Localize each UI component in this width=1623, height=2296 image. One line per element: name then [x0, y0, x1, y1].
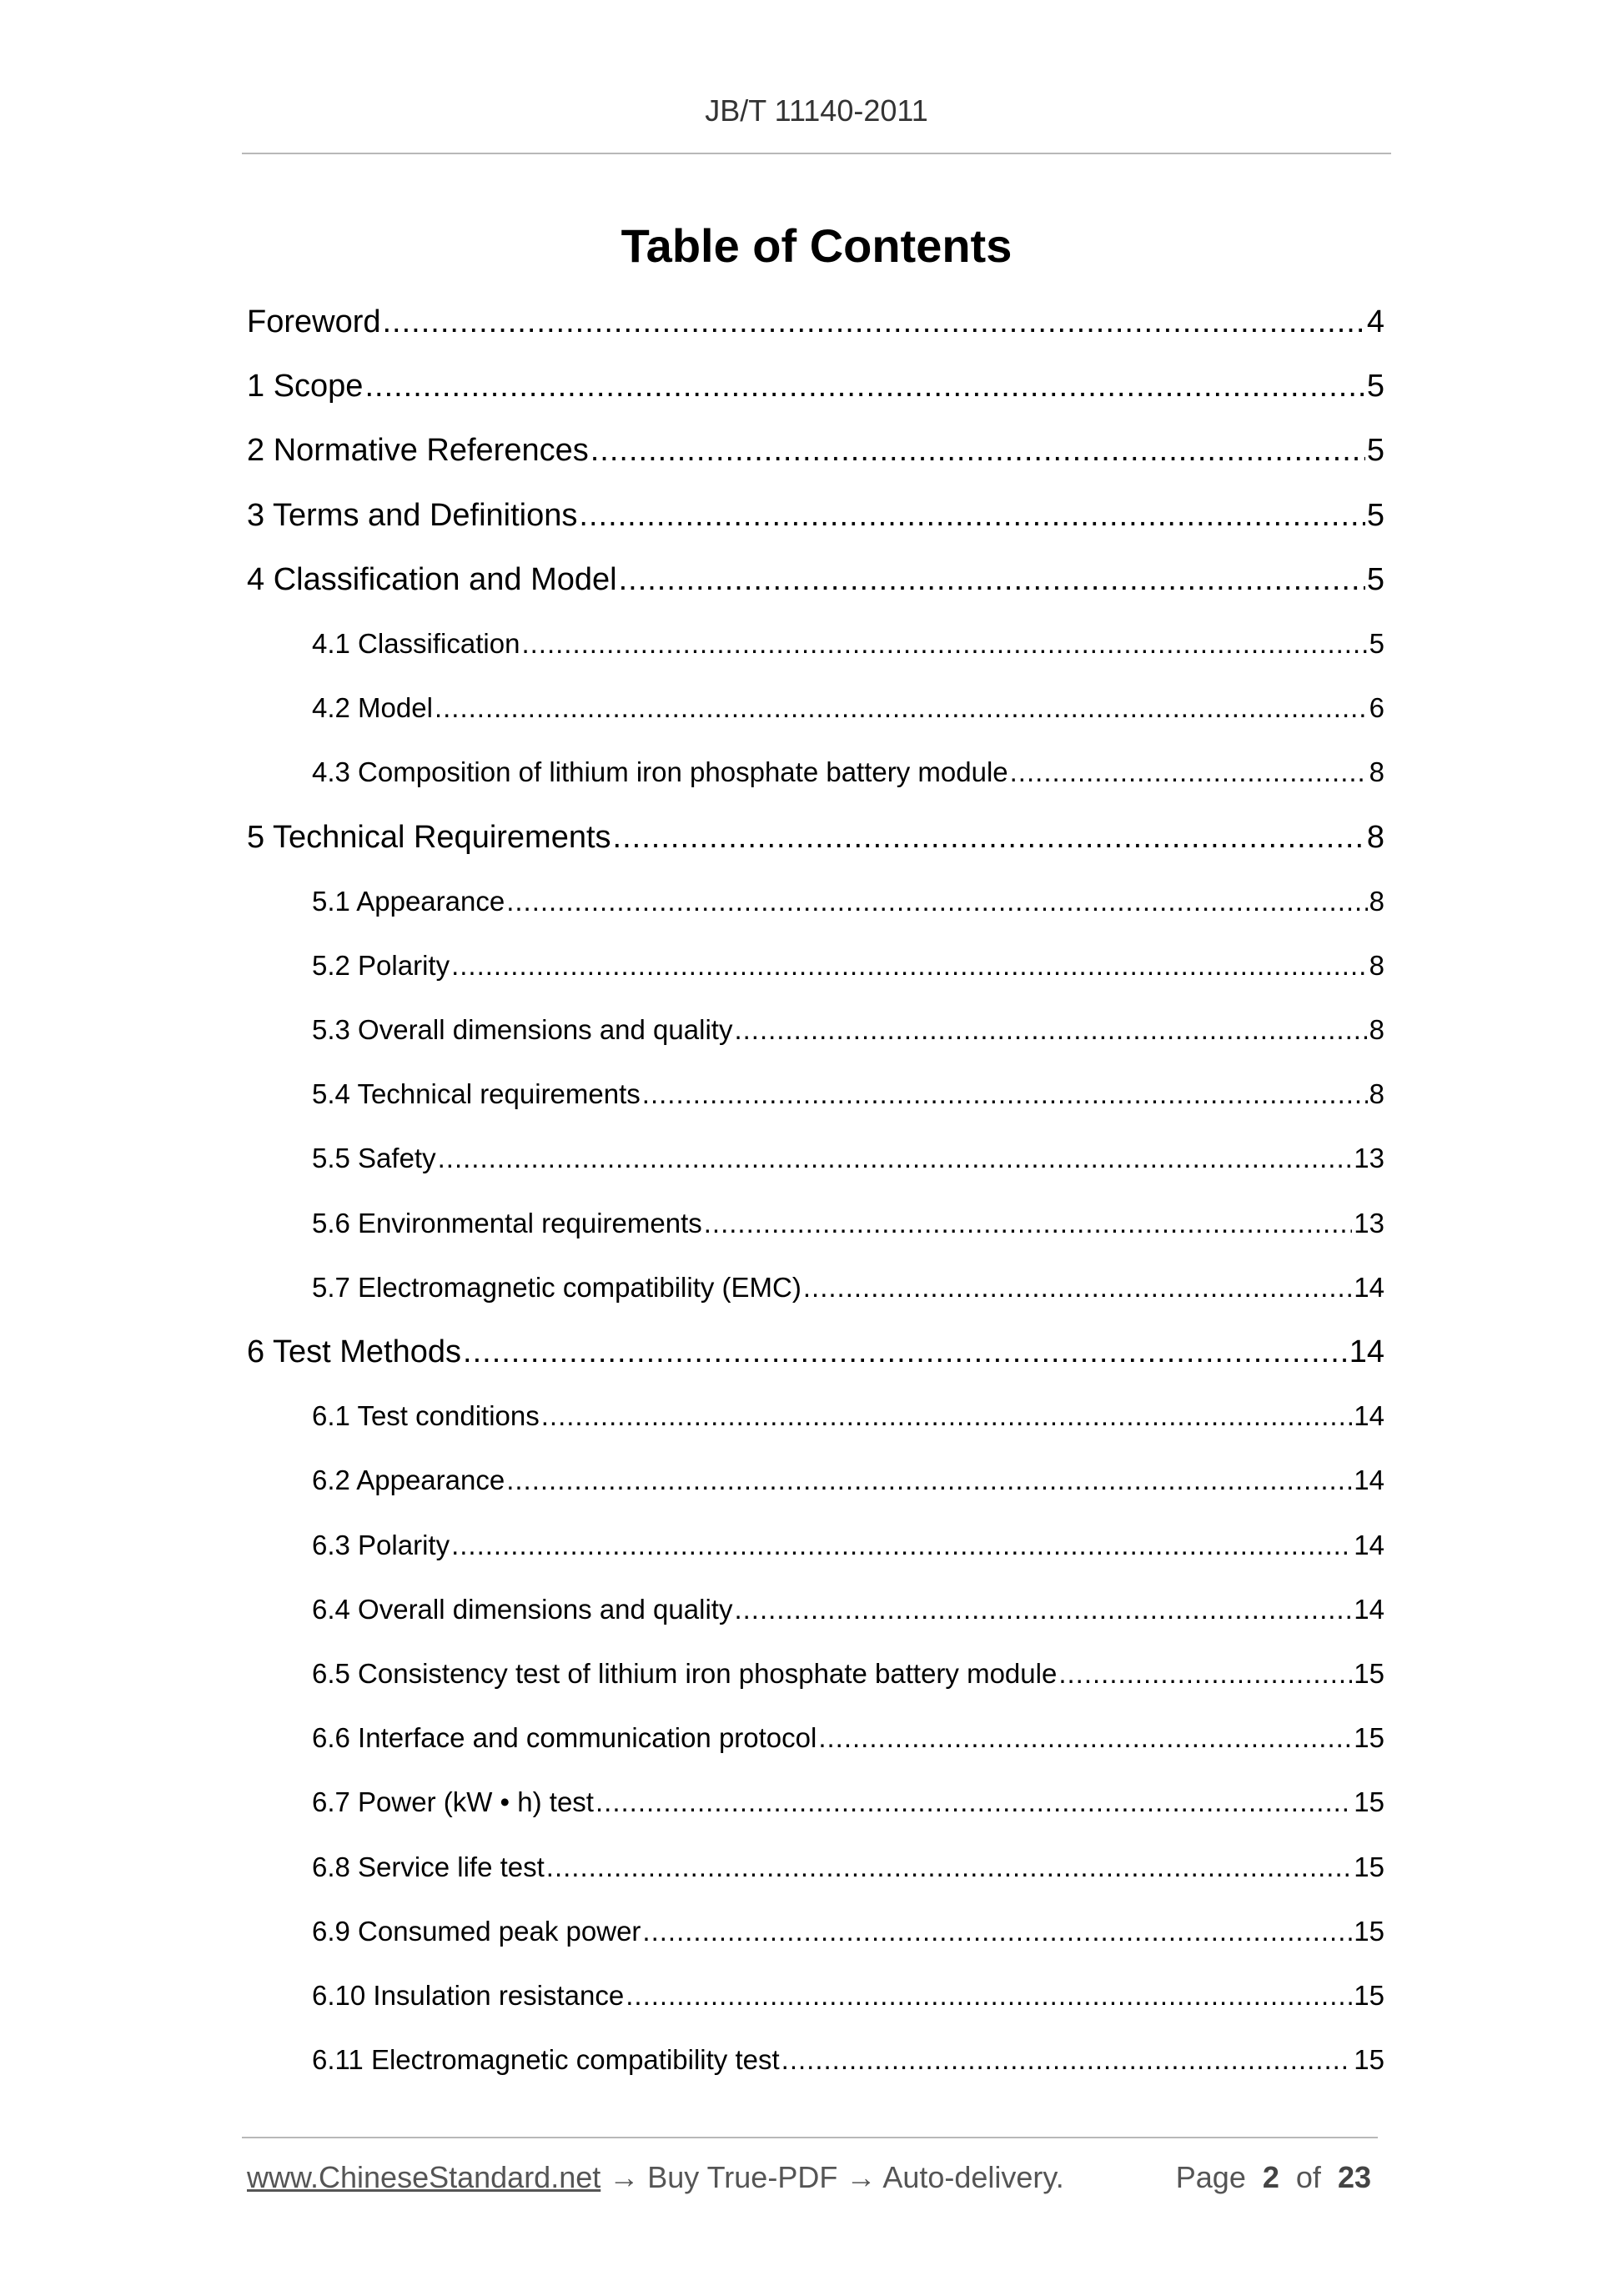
toc-entry-title: 5.2 Polarity — [312, 949, 450, 981]
toc-entry[interactable] — [247, 620, 1384, 685]
toc-dot-leader — [619, 556, 1365, 603]
toc-entry-page-number: 14 — [1354, 1593, 1384, 1625]
toc-entry-title: 6 Test Methods — [247, 1334, 462, 1369]
toc-entry-page-number: 15 — [1354, 1786, 1384, 1818]
toc-entry-title: 5 Technical Requirements — [247, 819, 611, 855]
toc-entry[interactable] — [247, 1522, 1384, 1586]
toc-dot-leader — [541, 1393, 1353, 1439]
toc-entry-title: 5.6 Environmental requirements — [312, 1207, 702, 1238]
toc-entry[interactable] — [247, 1200, 1384, 1264]
page-label: Page — [1175, 2160, 1246, 2194]
toc-entry-page-number: 8 — [1369, 949, 1384, 981]
toc-dot-leader — [1058, 1650, 1352, 1697]
toc-dot-leader — [781, 2037, 1353, 2083]
toc-dot-leader — [803, 1264, 1352, 1311]
toc-dot-leader — [595, 1779, 1352, 1826]
toc-dot-leader — [613, 814, 1365, 861]
toc-dot-leader — [642, 1071, 1368, 1118]
toc-entry-page-number: 5 — [1369, 627, 1384, 659]
toc-entry-page-number: 15 — [1354, 1657, 1384, 1689]
toc-entry-title: 6.6 Interface and communication protocol — [312, 1722, 817, 1754]
toc-entry-title: 5.4 Technical requirements — [312, 1078, 641, 1110]
page-of-label: of — [1295, 2160, 1321, 2194]
toc-entry[interactable] — [247, 1007, 1384, 1071]
toc-dot-leader — [506, 1457, 1352, 1504]
toc-entry[interactable] — [247, 1135, 1384, 1199]
toc-entry[interactable] — [247, 363, 1384, 427]
toc-dot-leader — [590, 427, 1365, 474]
toc-entry[interactable] — [247, 1715, 1384, 1779]
toc-entry-page-number: 5 — [1366, 433, 1384, 469]
toc-dot-leader — [579, 492, 1364, 539]
toc-entry-page-number: 8 — [1366, 819, 1384, 855]
toc-entry-page-number: 13 — [1354, 1207, 1384, 1238]
toc-dot-leader — [546, 1844, 1352, 1891]
toc-entry-title: 4.2 Model — [312, 692, 433, 724]
toc-entry-title: 6.3 Polarity — [312, 1529, 450, 1560]
document-code-header: JB/T 11140-2011 — [705, 93, 928, 128]
toc-entry-title: 5.7 Electromagnetic compatibility (EMC) — [312, 1271, 801, 1303]
toc-dot-leader — [642, 1908, 1352, 1955]
toc-entry-title: 6.4 Overall dimensions and quality — [312, 1593, 733, 1625]
toc-entry[interactable] — [247, 749, 1384, 813]
toc-dot-leader — [383, 299, 1365, 345]
toc-entry-page-number: 8 — [1369, 1014, 1384, 1046]
toc-entry[interactable] — [247, 1650, 1384, 1715]
toc-entry-title: 4.1 Classification — [312, 627, 520, 659]
toc-dot-leader — [734, 1007, 1367, 1053]
toc-entry[interactable] — [247, 1329, 1384, 1393]
toc-dot-leader — [506, 878, 1367, 925]
toc-dot-leader — [451, 1522, 1352, 1569]
toc-dot-leader — [364, 363, 1364, 409]
toc-entry-title: 6.8 Service life test — [312, 1851, 545, 1882]
toc-entry-title: 4.3 Composition of lithium iron phosphate battery module — [312, 756, 1008, 788]
toc-entry-page-number: 14 — [1354, 1400, 1384, 1432]
toc-entry-title: 6.11 Electromagnetic compatibility test — [312, 2044, 780, 2076]
toc-entry-title: 5.1 Appearance — [312, 885, 505, 917]
toc-entry[interactable] — [247, 427, 1384, 491]
toc-dot-leader — [626, 1972, 1352, 2019]
toc-entry-page-number: 14 — [1354, 1271, 1384, 1303]
toc-entry-title: 6.5 Consistency test of lithium iron phosphate battery module — [312, 1657, 1058, 1689]
toc-entry-title: 5.5 Safety — [312, 1143, 436, 1174]
page-indicator — [1176, 2160, 1371, 2195]
toc-entry[interactable] — [247, 1393, 1384, 1457]
toc-entry[interactable] — [247, 878, 1384, 942]
toc-entry-title: 6.10 Insulation resistance — [312, 1979, 625, 2011]
toc-dot-leader — [451, 942, 1368, 989]
toc-entry[interactable] — [247, 1908, 1384, 1972]
toc-entry-title: 1 Scope — [247, 369, 364, 404]
toc-entry-title: 6.2 Appearance — [312, 1465, 505, 1496]
toc-entry[interactable] — [247, 814, 1384, 878]
toc-entry-page-number: 14 — [1354, 1529, 1384, 1560]
table-of-contents — [247, 299, 1384, 2101]
toc-entry-title: 6.1 Test conditions — [312, 1400, 540, 1432]
toc-entry-title: 6.7 Power (kW • h) test — [312, 1786, 594, 1818]
toc-dot-leader — [734, 1586, 1352, 1633]
toc-entry-title: 6.9 Consumed peak power — [312, 1915, 641, 1947]
toc-entry[interactable] — [247, 2037, 1384, 2101]
toc-entry-title: Foreword — [247, 304, 381, 339]
toc-entry-page-number: 15 — [1354, 1915, 1384, 1947]
header-divider — [242, 153, 1391, 154]
toc-entry[interactable] — [247, 1972, 1384, 2037]
toc-entry[interactable] — [247, 942, 1384, 1007]
toc-entry-page-number: 8 — [1369, 756, 1384, 788]
toc-entry-page-number: 14 — [1349, 1334, 1384, 1369]
toc-entry-title: 5.3 Overall dimensions and quality — [312, 1014, 733, 1046]
toc-entry-page-number: 15 — [1354, 1722, 1384, 1754]
toc-entry[interactable] — [247, 1264, 1384, 1329]
footer-tagline: → Buy True-PDF → Auto-delivery. — [600, 2160, 1064, 2194]
toc-entry-page-number: 6 — [1369, 692, 1384, 724]
page-title: Table of Contents — [621, 219, 1012, 272]
toc-entry[interactable] — [247, 1586, 1384, 1650]
toc-entry-title: 4 Classification and Model — [247, 561, 617, 597]
toc-dot-leader — [463, 1329, 1348, 1375]
footer-divider — [242, 2137, 1378, 2138]
toc-entry-title: 3 Terms and Definitions — [247, 497, 578, 533]
toc-entry[interactable] — [247, 1457, 1384, 1521]
toc-entry-page-number: 5 — [1366, 561, 1384, 597]
page-footer — [247, 2160, 1378, 2195]
toc-entry[interactable] — [247, 685, 1384, 749]
toc-entry[interactable] — [247, 299, 1384, 363]
site-link[interactable]: www.ChineseStandard.net — [247, 2160, 601, 2194]
toc-entry[interactable] — [247, 492, 1384, 556]
toc-entry-page-number: 5 — [1366, 369, 1384, 404]
toc-entry[interactable] — [247, 1071, 1384, 1135]
toc-entry-page-number: 5 — [1366, 497, 1384, 533]
total-page-count: 23 — [1337, 2160, 1371, 2194]
toc-entry-page-number: 4 — [1366, 304, 1384, 339]
toc-dot-leader — [818, 1715, 1352, 1761]
toc-entry-title: 2 Normative References — [247, 433, 589, 469]
toc-entry-page-number: 8 — [1369, 885, 1384, 917]
toc-dot-leader — [521, 620, 1367, 667]
toc-entry-page-number: 15 — [1354, 2044, 1384, 2076]
toc-entry-page-number: 15 — [1354, 1851, 1384, 1882]
current-page-number: 2 — [1262, 2160, 1279, 2194]
toc-dot-leader — [438, 1135, 1353, 1182]
toc-dot-leader — [1010, 749, 1368, 796]
toc-entry-page-number: 8 — [1369, 1078, 1384, 1110]
toc-entry-page-number: 14 — [1354, 1465, 1384, 1496]
toc-dot-leader — [704, 1200, 1353, 1247]
toc-entry[interactable] — [247, 556, 1384, 620]
toc-entry-page-number: 15 — [1354, 1979, 1384, 2011]
toc-dot-leader — [435, 685, 1368, 731]
toc-entry[interactable] — [247, 1779, 1384, 1843]
toc-entry-page-number: 13 — [1354, 1143, 1384, 1174]
toc-entry[interactable] — [247, 1844, 1384, 1908]
